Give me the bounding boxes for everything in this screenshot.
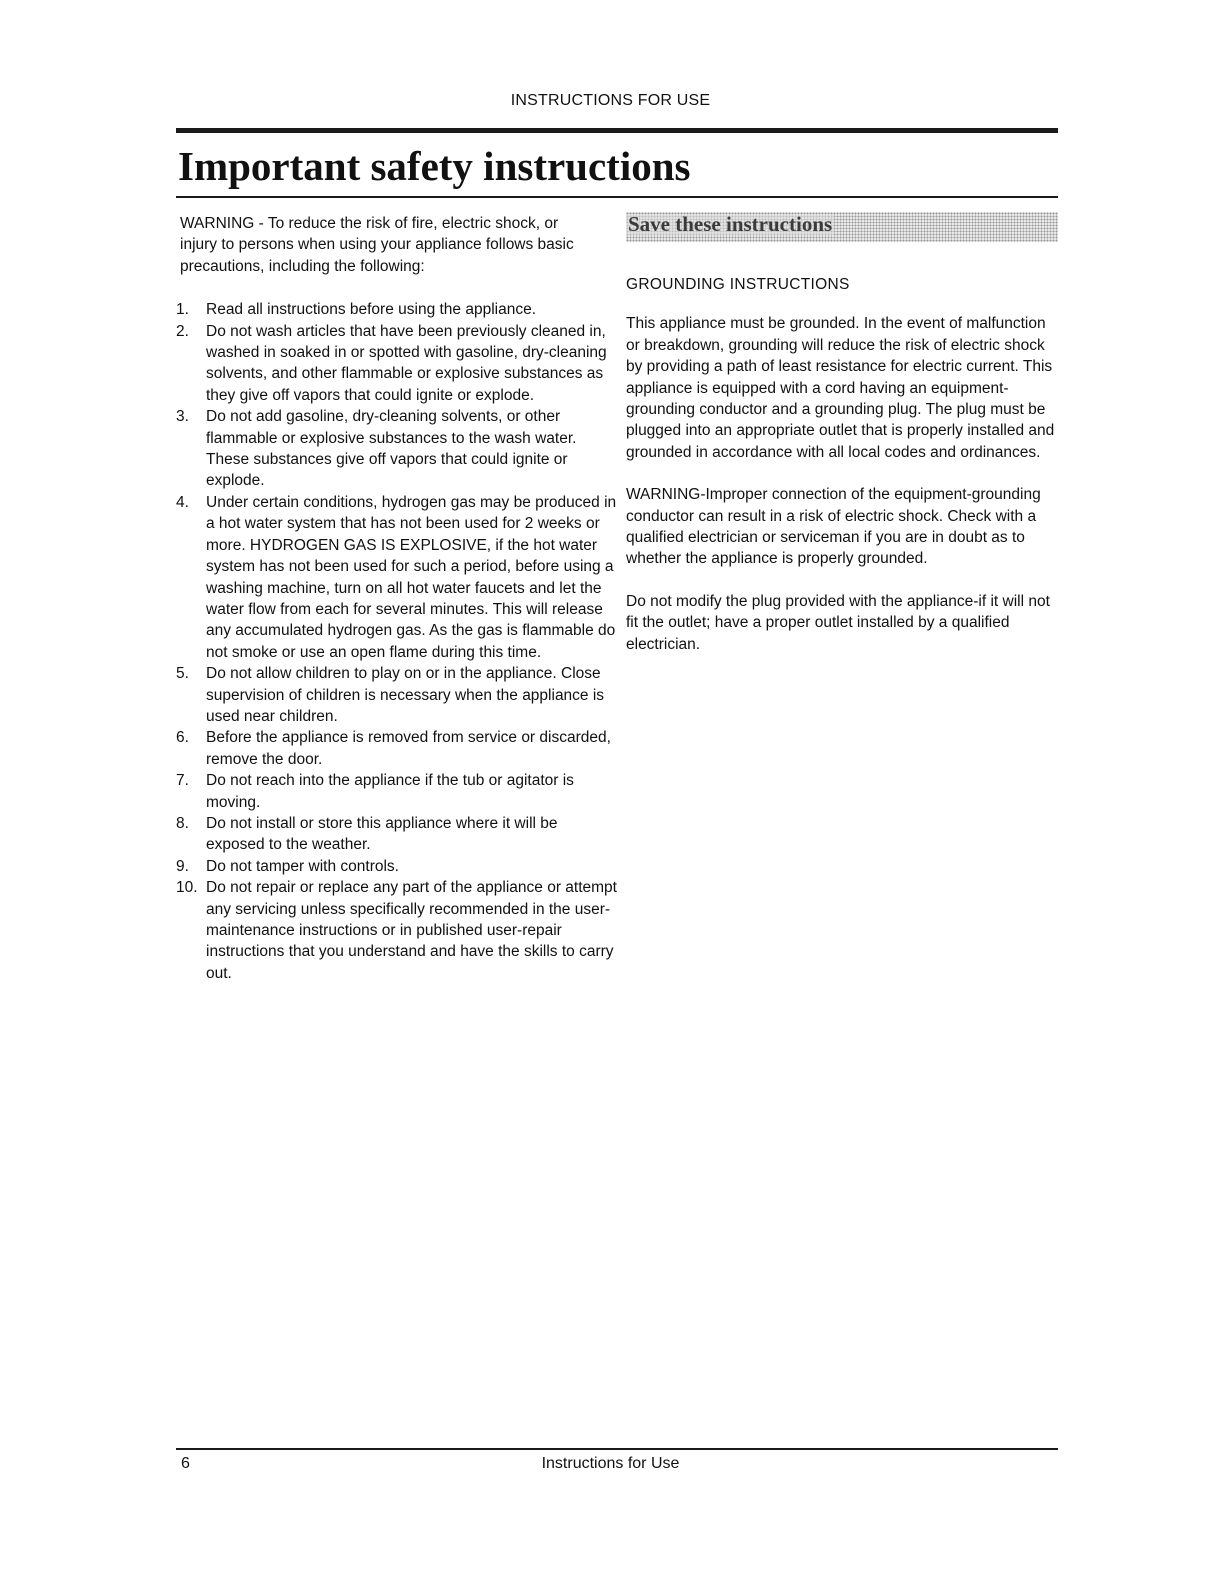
- list-item: [176, 663, 620, 727]
- item-number: 10.: [176, 879, 198, 897]
- item-text: Do not wash articles that have been previously cleaned in, washed in soaked in or spotted with gasoline, dry-cleaning solvents, and other flammable or explosive substances as they give off vapors that could ignite or explode.: [206, 322, 607, 404]
- grounding-paragraph: This appliance must be grounded. In the event of malfunction or breakdown, grounding will reduce the risk of electric shock by providing a path of least resistance for electric current. This appliance is equipped with a cord having an equipment-grounding conductor and a grounding plug. The plug must be plugged into an appropriate outlet that is properly installed and grounded in accordance with all local codes and ordinances.: [626, 315, 1055, 461]
- improper-connection-warning: WARNING-Improper connection of the equipment-grounding conductor can result in a risk of electric shock. Check with a qualified electrician or serviceman if you are in doubt as to whether the appliance is properly grounded.: [626, 486, 1041, 568]
- item-number: 9.: [176, 857, 189, 875]
- item-number: 8.: [176, 814, 189, 832]
- banner-label: Save these instructions: [628, 212, 833, 236]
- list-item: [176, 813, 620, 856]
- list-item: [176, 299, 620, 320]
- item-text: Do not repair or replace any part of the appliance or attempt any servicing unless specifically recommended in the user-maintenance instructions or in published user-repair instructions that you understand and have the skills to carry out.: [206, 879, 617, 982]
- item-number: 6.: [176, 729, 189, 747]
- page-title: Important safety instructions: [178, 143, 691, 189]
- item-text: Before the appliance is removed from service or discarded, remove the door.: [206, 729, 611, 768]
- list-item: [176, 406, 620, 492]
- item-text: Do not tamper with controls.: [206, 857, 399, 875]
- item-text: Do not allow children to play on or in the appliance. Close supervision of children is necessary when the appliance is used near children.: [206, 665, 605, 725]
- warning-intro: WARNING - To reduce the risk of fire, electric shock, or injury to persons when using your appliance follows basic precautions, including the following:: [180, 215, 574, 275]
- title-underline: [176, 196, 1058, 198]
- item-text: Read all instructions before using the appliance.: [206, 301, 537, 319]
- item-text: Do not install or store this appliance where it will be exposed to the weather.: [206, 814, 558, 854]
- item-text: Do not add gasoline, dry-cleaning solvents, or other flammable or explosive substances to the wash water. These substances give off vapors that could ignite or explode.: [206, 408, 577, 490]
- list-item: [176, 770, 620, 813]
- grounding-heading: GROUNDING INSTRUCTIONS: [626, 276, 850, 293]
- grounding-column: [626, 212, 1060, 655]
- plug-modification-note: Do not modify the plug provided with the appliance-if it will not fit the outlet; have a proper outlet installed by a qualified electrician.: [626, 592, 1050, 653]
- save-instructions-banner: [626, 212, 1058, 242]
- instructions-list: [176, 299, 620, 984]
- item-number: 5.: [176, 665, 189, 683]
- list-item: [176, 492, 620, 663]
- item-text: Under certain conditions, hydrogen gas may be produced in a hot water system that has not been used for 2 weeks or more. HYDROGEN GAS IS EXPLOSIVE, if the hot water system has not been used for such a period, before using a washing machine, turn on all hot water faucets and let the water flow from each for several minutes. This will release any accumulated hydrogen gas. As the gas is flammable do not smoke or use an open flame during this time.: [206, 493, 617, 661]
- item-number: 1.: [176, 301, 189, 319]
- item-text: Do not reach into the appliance if the tub or agitator is moving.: [206, 772, 574, 811]
- safety-instructions-column: [176, 213, 620, 984]
- item-number: 3.: [176, 408, 189, 426]
- page-number: 6: [181, 1455, 190, 1472]
- running-header: INSTRUCTIONS FOR USE: [510, 92, 711, 109]
- footer-title: Instructions for Use: [541, 1455, 680, 1472]
- footer-rule: [176, 1448, 1058, 1450]
- item-number: 2.: [176, 322, 189, 340]
- list-item: [176, 877, 620, 984]
- list-item: [176, 321, 620, 407]
- list-item: [176, 856, 620, 877]
- item-number: 7.: [176, 772, 189, 790]
- header-rule: [176, 128, 1058, 133]
- item-number: 4.: [176, 493, 189, 511]
- list-item: [176, 727, 620, 770]
